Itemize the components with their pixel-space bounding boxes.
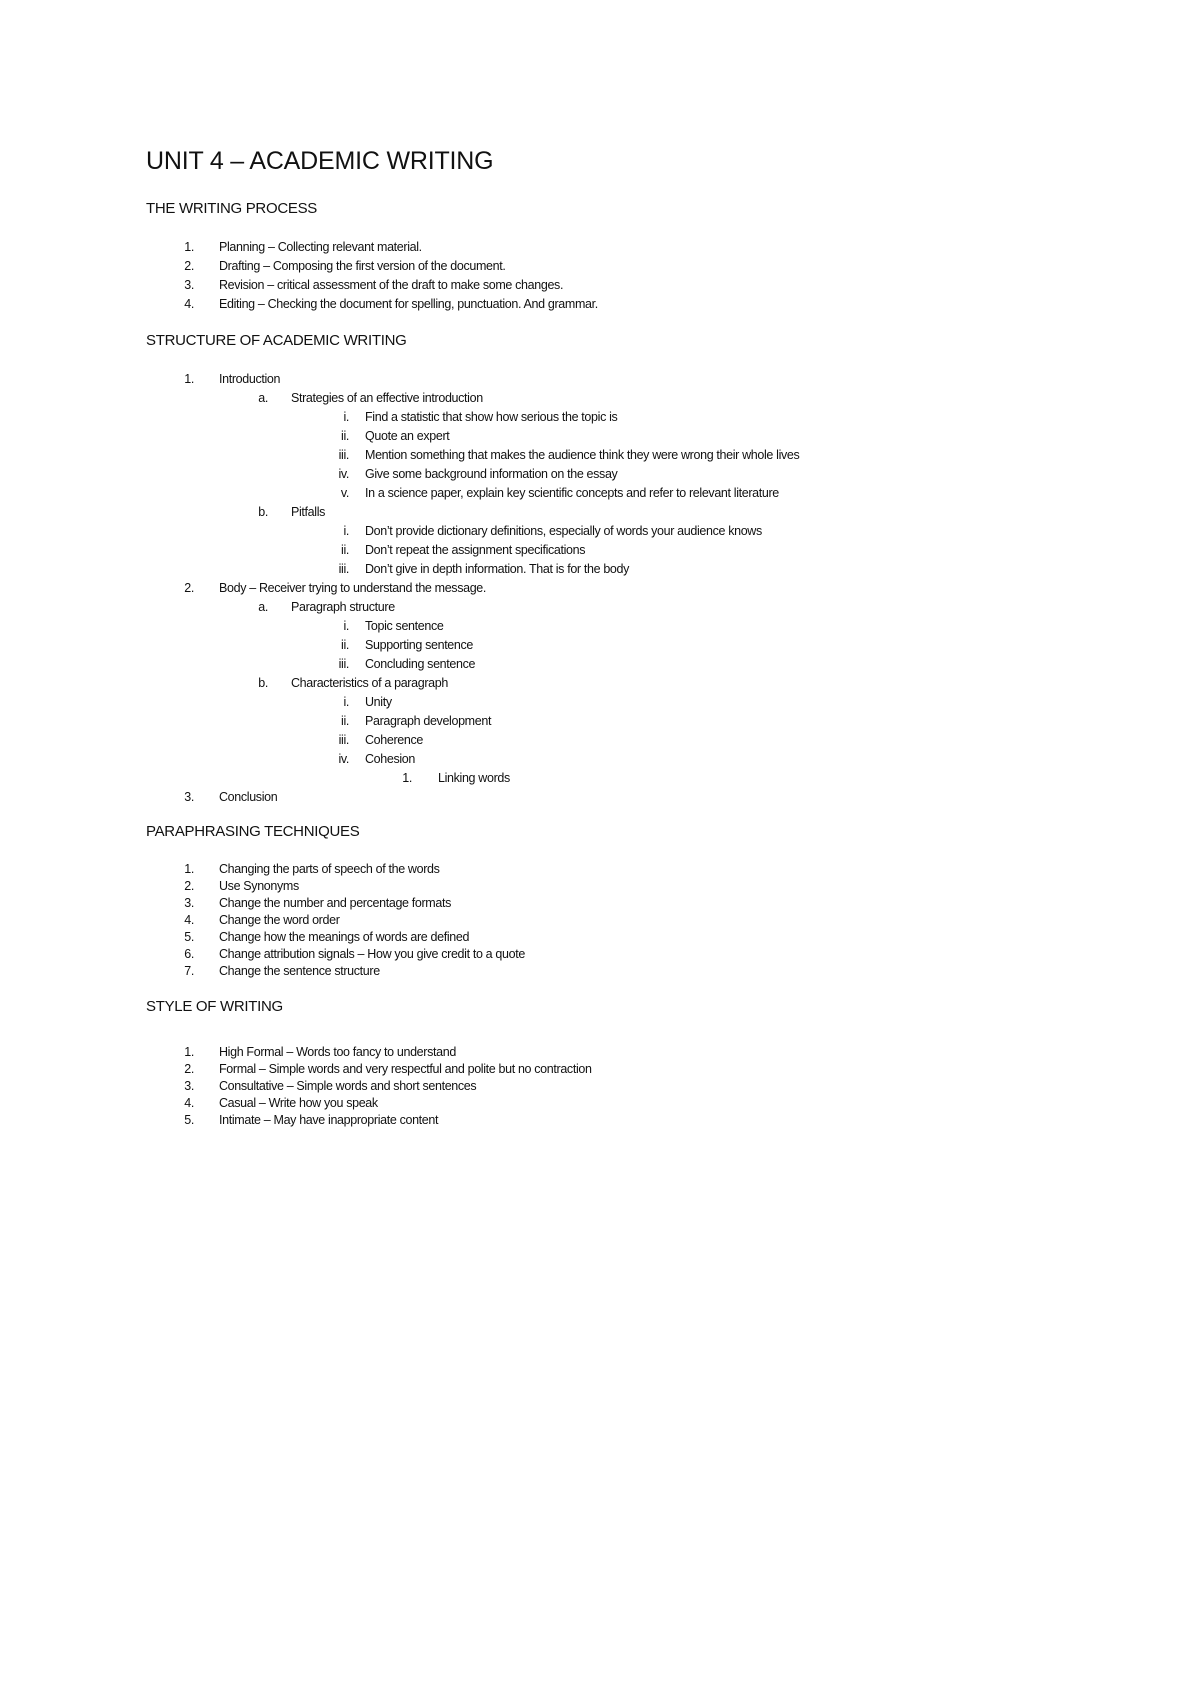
list-item-text: Editing – Checking the document for spelling, punctuation. And grammar.: [219, 297, 598, 311]
list-item-text: Give some background information on the essay: [365, 467, 618, 481]
list-item-text: Formal – Simple words and very respectful and polite but no contraction: [219, 1062, 592, 1076]
list-marker: ii.: [341, 638, 349, 652]
list-item-text: Mention something that makes the audience think they were wrong their whole lives: [365, 448, 800, 462]
list-item-text: Pitfalls: [291, 505, 326, 519]
list-item-text: Linking words: [438, 771, 510, 785]
list-item-text: Don’t repeat the assignment specifications: [365, 543, 586, 557]
page-title: UNIT 4 – ACADEMIC WRITING: [146, 147, 494, 175]
list-marker: ii.: [341, 429, 349, 443]
list-item-text: Strategies of an effective introduction: [291, 391, 483, 405]
list-item-text: Conclusion: [219, 790, 278, 804]
section-heading-style: STYLE OF WRITING: [146, 998, 283, 1015]
list-item-text: Introduction: [219, 372, 281, 386]
list-item-text: Paragraph development: [365, 714, 492, 728]
list-marker: a.: [258, 391, 268, 405]
list-item-text: Use Synonyms: [219, 879, 299, 893]
list-marker: 2.: [184, 1062, 194, 1076]
list-item-text: Don’t provide dictionary definitions, especially of words your audience knows: [365, 524, 762, 538]
list-item-text: Revision – critical assessment of the draft to make some changes.: [219, 278, 564, 292]
list-marker: 3.: [184, 1079, 194, 1093]
list-marker: v.: [340, 486, 349, 500]
list-item-text: Paragraph structure: [291, 600, 395, 614]
list-marker: 4.: [184, 297, 194, 311]
list-marker: i.: [343, 410, 349, 424]
list-item-text: Topic sentence: [365, 619, 444, 633]
list-marker: 1.: [184, 862, 194, 876]
list-marker: 3.: [184, 278, 194, 292]
section-heading-structure: STRUCTURE OF ACADEMIC WRITING: [146, 332, 407, 349]
list-marker: iii.: [338, 733, 349, 747]
list-marker: 1.: [184, 240, 194, 254]
list-marker: ii.: [341, 714, 349, 728]
list-item-text: Characteristics of a paragraph: [291, 676, 448, 690]
list-marker: 3.: [184, 896, 194, 910]
list-marker: 5.: [184, 1113, 194, 1127]
list-marker: iii.: [338, 562, 349, 576]
list-item-text: Supporting sentence: [365, 638, 474, 652]
list-marker: iii.: [338, 448, 349, 462]
list-marker: 4.: [184, 913, 194, 927]
list-marker: i.: [343, 524, 349, 538]
list-marker: 6.: [184, 947, 194, 961]
list-item-text: Body – Receiver trying to understand the message.: [219, 581, 487, 595]
section-heading-writing-process: THE WRITING PROCESS: [146, 200, 317, 217]
list-item-text: Drafting – Composing the first version of the document.: [219, 259, 506, 273]
list-marker: 1.: [402, 771, 412, 785]
list-item-text: Casual – Write how you speak: [219, 1096, 378, 1110]
list-marker: 5.: [184, 930, 194, 944]
list-marker: 4.: [184, 1096, 194, 1110]
section-heading-paraphrasing: PARAPHRASING TECHNIQUES: [146, 823, 360, 840]
list-item-text: Changing the parts of speech of the words: [219, 862, 440, 876]
list-marker: iii.: [338, 657, 349, 671]
list-marker: iv.: [338, 467, 349, 481]
list-marker: b.: [258, 505, 268, 519]
list-marker: iv.: [338, 752, 349, 766]
list-marker: 2.: [184, 259, 194, 273]
list-item-text: Cohesion: [365, 752, 416, 766]
list-marker: a.: [258, 600, 268, 614]
list-item-text: Don’t give in depth information. That is for the body: [365, 562, 630, 576]
list-item-text: In a science paper, explain key scientific concepts and refer to relevant literature: [365, 486, 779, 500]
list-item-text: Concluding sentence: [365, 657, 476, 671]
list-item-text: Change the number and percentage formats: [219, 896, 451, 910]
list-item-text: Quote an expert: [365, 429, 450, 443]
list-item-text: Change the word order: [219, 913, 340, 927]
list-item-text: Change attribution signals – How you give credit to a quote: [219, 947, 525, 961]
list-item-text: Unity: [365, 695, 392, 709]
list-item-text: Planning – Collecting relevant material.: [219, 240, 422, 254]
list-marker: 2.: [184, 581, 194, 595]
list-marker: 1.: [184, 1045, 194, 1059]
list-marker: 2.: [184, 879, 194, 893]
list-item-text: Intimate – May have inappropriate content: [219, 1113, 439, 1127]
list-marker: ii.: [341, 543, 349, 557]
list-item-text: High Formal – Words too fancy to understand: [219, 1045, 456, 1059]
list-item-text: Consultative – Simple words and short sentences: [219, 1079, 477, 1093]
list-marker: i.: [343, 695, 349, 709]
list-item-text: Change how the meanings of words are defined: [219, 930, 470, 944]
list-item-text: Change the sentence structure: [219, 964, 380, 978]
list-marker: i.: [343, 619, 349, 633]
list-marker: 3.: [184, 790, 194, 804]
list-item-text: Coherence: [365, 733, 424, 747]
list-marker: 7.: [184, 964, 194, 978]
list-marker: b.: [258, 676, 268, 690]
list-item-text: Find a statistic that show how serious the topic is: [365, 410, 618, 424]
list-marker: 1.: [184, 372, 194, 386]
